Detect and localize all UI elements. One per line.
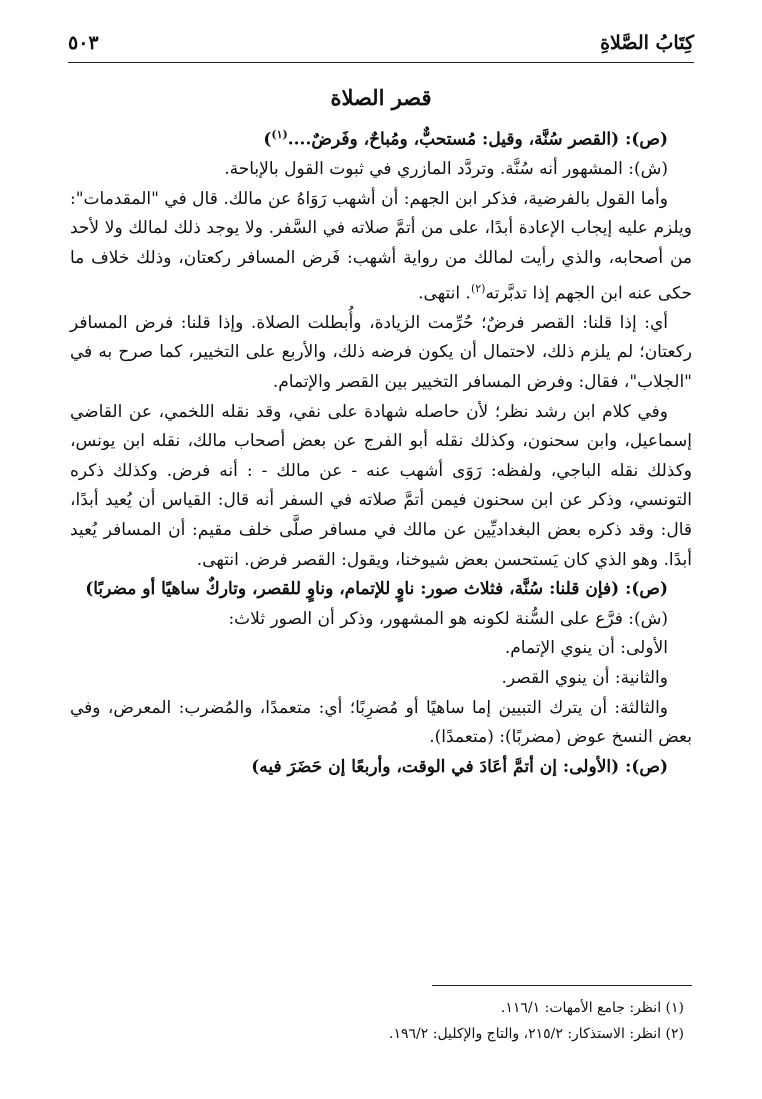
running-header xyxy=(68,28,694,63)
footnote-ref[interactable]: (٢) xyxy=(470,281,486,295)
footnotes xyxy=(70,995,692,1047)
paragraph: أي: إذا قلنا: القصر فرضٌ؛ حُرِّمت الزيادة، وأُبطلت الصلاة. وإذا قلنا: فرض المسافر ركعتان؛ لم يلزم ذلك، لاحتمال أن يكون فرضه ذلك، والأربع على التخيير، كما صرح به في "الجلاب"، فقال: وفرض المسافر التخيير بين القصر والإتمام. xyxy=(70,312,692,393)
paragraph: الأولى: أن ينوي الإتمام. xyxy=(504,638,668,659)
footnote: (١) انظر: جامع الأمهات: ١١٦/١. xyxy=(500,1000,684,1016)
paragraph: والثانية: أن ينوي القصر. xyxy=(501,668,668,688)
paragraph: والثالثة: أن يترك التبيين إما ساهيًا أو مُضرِبًا؛ أي: متعمدًا، والمُضرب: المعرض، وفي بعض النسخ عوض (مضربًا): (متعمدًا). xyxy=(70,697,692,748)
footnote-ref[interactable]: (١) xyxy=(271,128,288,141)
page-number: ٥٠٣ xyxy=(68,32,99,54)
footnote-separator xyxy=(432,985,692,986)
paragraph: (ص): (فإن قلنا: سُنَّة، فثلاث صور: ناوٍ للإتمام، وناوٍ للقصر، وتاركٌ ساهيًا أو مضربًا) xyxy=(85,579,668,600)
footnote: (٢) انظر: الاستذكار: ٢١٥/٢، والتاج والإكليل: ١٩٦/٢. xyxy=(389,1026,684,1042)
paragraph: (ش): المشهور أنه سُنَّة. وتردَّد المازري في ثبوت القول بالإباحة. xyxy=(224,159,668,180)
paragraph: (ص): (الأولى: إن أتمَّ أعَادَ في الوقت، وأربعًا إن حَضَرَ فيه) xyxy=(251,756,668,777)
paragraph: (ص): (القصر سُنَّة، وقيل: مُستحبٌّ، ومُباحٌ، وفَرضٌ....$^{(١)}$) xyxy=(263,128,668,150)
paragraph: (ش): فرَّع على السُّنة لكونه هو المشهور، وذكر أن الصور ثلاث: xyxy=(228,608,668,629)
body-text xyxy=(70,120,692,782)
paragraph: وأما القول بالفرضية، فذكر ابن الجهم: أن أشهب رَوَاهُ عن مالك. قال في "المقدمات": ويلزم عليه إيجاب الإعادة أبدًا، على من أتمَّ صلاته في السَّفر. ولا يوجد ذلك لمالك ولا لأحد من أصحابه، والذي رأيت لمالك من رواية أشهب: فَرض المسافر ركعتان، وذلك خلاف ما حكى عنه ابن الجهم إذا تدبَّرته$^{(٢)}$. انتهى. xyxy=(70,188,692,304)
paragraph: وفي كلام ابن رشد نظر؛ لأن حاصله شهادة على نفي، وقد نقله اللخمي، عن القاضي إسماعيل، وابن سحنون، وكذلك نقله أبو الفرج عن بعض أصحاب مالك، نقله ابن يونس، وكذلك نقله الباجي، ولفظه: رَوَى أشهب عنه - عن مالك - : أنه فرض. وكذلك ذكره التونسي، وذكر عن ابن سحنون فيمن أتمَّ صلاته في السفر أنه قال: القياس أن يُعيد أبدًا، قال: وقد ذكره بعض البغداديِّين عن مالك في مسافر صلَّى خلف مقيم: أن المسافر يُعيد أبدًا. وهو الذي كان يَستحسن بعض شيوخنا، ويقول: القصر فرض. انتهى. xyxy=(70,401,692,570)
book-title: كِتَابُ الصَّلاةِ xyxy=(600,32,694,54)
chapter-title: قصر الصلاة xyxy=(330,85,432,110)
